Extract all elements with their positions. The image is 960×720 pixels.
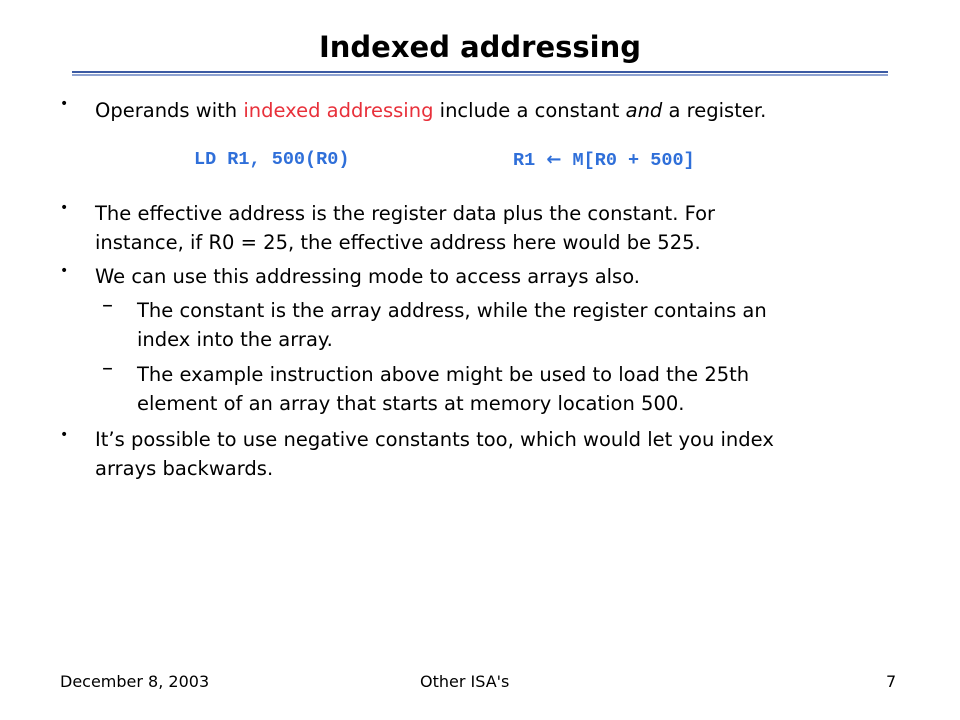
code-instruction: LD R1, 500(R0): [194, 149, 350, 170]
bullet-2-line-1: The effective address is the register data plus the constant. For: [95, 202, 716, 225]
bullet-4-line-2: arrays backwards.: [95, 457, 274, 480]
bullet-1-text-start: Operands with: [95, 99, 244, 122]
bullet-dot: •: [60, 96, 69, 112]
sub-bullet-dash: –: [102, 293, 113, 318]
title-rule-light-line: [72, 74, 888, 76]
bullet-dot: •: [60, 200, 69, 216]
code-rtl-dest: R1: [513, 150, 536, 171]
footer-page-number: 7: [886, 672, 897, 691]
italic-word: and: [625, 99, 663, 122]
bullet-dot: •: [60, 427, 69, 443]
title-rule: [72, 71, 888, 76]
code-rtl: [513, 148, 695, 173]
bullet-1-text: [95, 96, 766, 125]
sub-bullet-dash: –: [102, 356, 113, 381]
sub-bullet-1-line-1: The constant is the array address, while the register contains an: [137, 299, 767, 322]
code-rtl-expression: M[R0 + 500]: [572, 150, 695, 171]
bullet-4-line-1: It’s possible to use negative constants too, which would let you index: [95, 428, 774, 451]
footer-date: December 8, 2003: [60, 672, 210, 691]
footer-title: Other ISA's: [420, 672, 510, 691]
sub-bullet-2-line-2: element of an array that starts at memory location 500.: [137, 392, 685, 415]
left-arrow-icon: ←: [546, 149, 562, 170]
bullet-3-text: We can use this addressing mode to access arrays also.: [95, 265, 641, 288]
bullet-1-text-end: a register.: [662, 99, 767, 122]
bullet-4-text: [95, 425, 774, 483]
sub-bullet-1-line-2: index into the array.: [137, 328, 333, 351]
bullet-1-text-middle: include a constant: [433, 99, 626, 122]
bullet-2-text: [95, 199, 715, 257]
slide-title: Indexed addressing: [318, 30, 642, 64]
sub-bullet-1-text: [137, 296, 767, 354]
highlighted-term: indexed addressing: [243, 99, 434, 122]
bullet-2-line-2: instance, if R0 = 25, the effective address here would be 525.: [95, 231, 701, 254]
title-rule-dark-line: [72, 71, 888, 73]
sub-bullet-2-line-1: The example instruction above might be used to load the 25th: [137, 363, 750, 386]
bullet-dot: •: [60, 263, 69, 279]
sub-bullet-2-text: [137, 360, 749, 418]
